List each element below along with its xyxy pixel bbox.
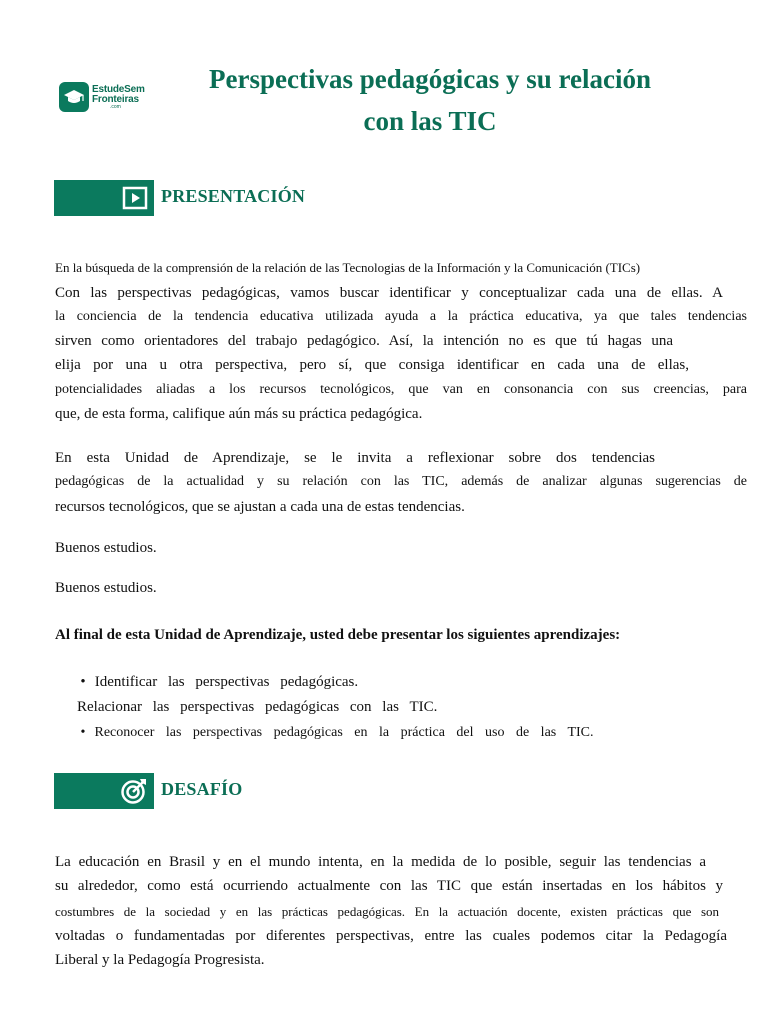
presentation-heading: PRESENTACIÓN [161,186,306,206]
paragraph-line: potencialidades aliadas a los recursos tecnológicos, que van en consonancia con sus creencias, para [55,381,747,397]
paragraph-line: voltadas o fundamentadas por diferentes perspectivas, entre las cuales podemos citar la Pedagogía [55,928,727,944]
paragraph-line: Liberal y la Pedagogía Progresista. [55,952,265,968]
closing-text-1: Buenos estudios. [55,540,157,556]
paragraph-line: recursos tecnológicos, que se ajustan a cada una de estas tendencias. [55,499,465,515]
paragraph-line: Con las perspectivas pedagógicas, vamos buscar identificar y conceptualizar cada una de ellas. A [55,284,723,301]
closing-text-2: Buenos estudios. [55,580,157,596]
challenge-section-bar [54,773,154,809]
list-item [55,720,635,745]
list-item-text: Reconocer las perspectivas pedagógicas en la práctica del uso de las TIC. [94,725,594,740]
paragraph-line: elija por una u otra perspectiva, pero sí, que consiga identificar en cada una de ellas, [55,356,689,373]
bullet: • [80,725,86,740]
list-item [55,695,635,720]
list-item-text: Relacionar las perspectivas pedagógicas con las TIC. [77,699,438,715]
logo-line-2: Fronteiras [92,93,139,105]
play-icon [122,186,148,210]
objectives-intro: Al final de esta Unidad de Aprendizaje, usted debe presentar los siguientes aprendizajes: [55,627,621,643]
bullet: • [80,674,86,690]
paragraph-line: La educación en Brasil y en el mundo intenta, en la medida de lo posible, seguir las tendencias a [55,854,706,870]
logo-line-1: EstudeSem [92,83,145,95]
brand-logo [59,82,145,112]
paragraph-line: pedagógicas de la actualidad y su relación con las TIC, además de analizar algunas sugerencias de [55,474,747,489]
objectives-list [55,670,635,745]
presentation-section-bar [54,180,154,216]
presentation-paragraph-1 [55,256,747,427]
paragraph-line: En la búsqueda de la comprensión de la relación de las Tecnologias de la Información y la Comunicación (TICs) [55,260,641,275]
paragraph-line: su alrededor, como está ocurriendo actualmente con las TIC que están insertadas en los hábitos y [55,878,723,894]
list-item [55,670,635,695]
graduation-cap-icon [59,82,89,112]
list-item-text: Identificar las perspectivas pedagógicas. [94,674,359,690]
logo-text [92,85,145,110]
logo-line-3: .com [110,103,121,110]
paragraph-line: sirven como orientadores del trabajo pedagógico. Así, la intención no es que tú hagas una [55,332,673,349]
title-line-1: Perspectivas pedagógicas y su relación [209,64,651,94]
paragraph-line: costumbres de la sociedad y en las prácticas pedagógicas. En la actuación docente, existen prácticas que son [55,904,719,919]
presentation-paragraph-2 [55,446,747,520]
challenge-heading: DESAFÍO [161,779,243,799]
title-line-2: con las TIC [363,106,497,136]
target-icon [120,777,148,805]
paragraph-line: En esta Unidad de Aprendizaje, se le invita a reflexionar sobre dos tendencias [55,450,655,466]
document-title [160,58,700,142]
challenge-paragraph [55,850,747,972]
paragraph-line: la conciencia de la tendencia educativa utilizada ayuda a la práctica educativa, ya que tales tendencias [55,308,747,324]
paragraph-line: que, de esta forma, califique aún más su práctica pedagógica. [55,405,423,422]
